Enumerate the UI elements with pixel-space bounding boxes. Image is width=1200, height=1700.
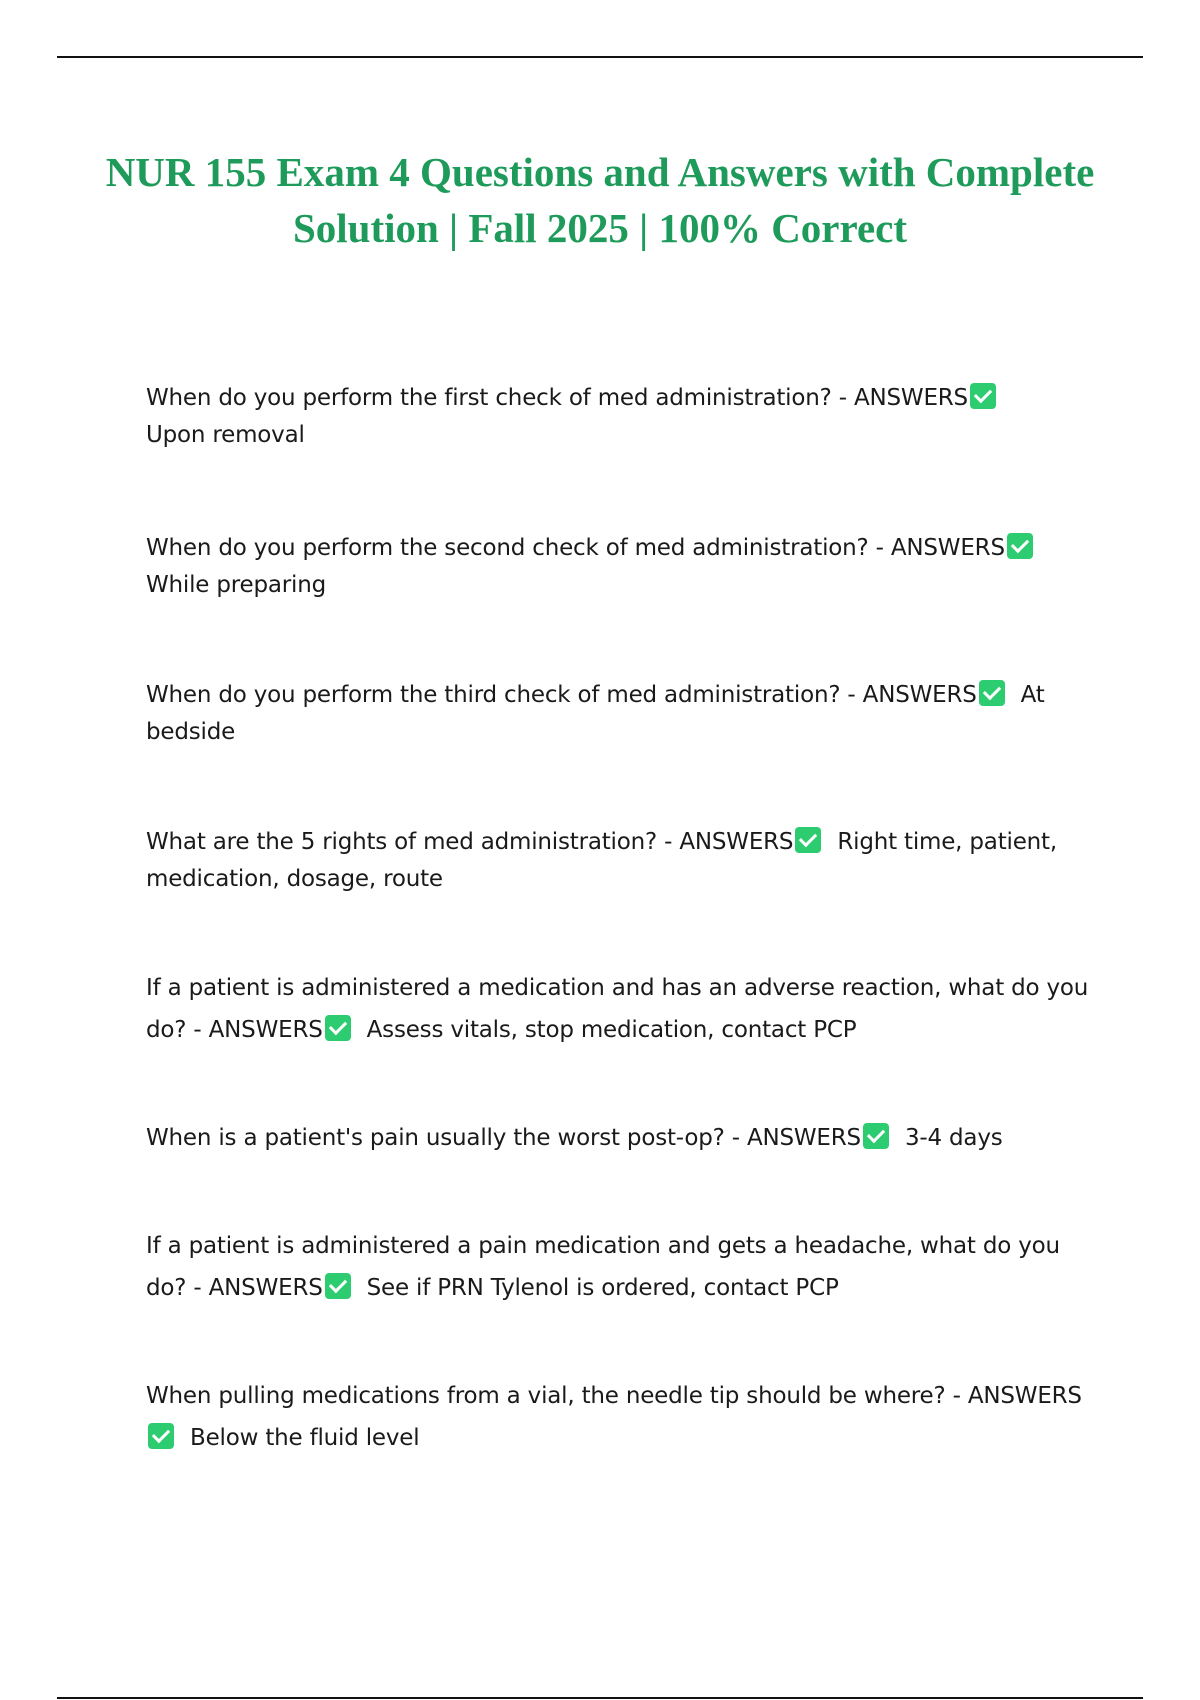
checkmark-icon [795, 827, 821, 853]
top-rule [57, 56, 1143, 58]
question-text: What are the 5 rights of med administration? - [146, 829, 673, 855]
answer-marker: ANSWERS [679, 829, 794, 855]
answer-text: While preparing [146, 572, 326, 598]
answer-text: Below the fluid level [190, 1425, 420, 1451]
question-text: When do you perform the third check of med administration? - [146, 682, 856, 708]
question-text: When do you perform the first check of med administration? - [146, 385, 847, 411]
question-text: If a patient is administered a medication and has an adverse reaction, what do you do? - [146, 975, 1089, 1043]
answer-text: Upon removal [146, 422, 305, 448]
question-text: When do you perform the second check of med administration? - [146, 535, 884, 561]
answer-marker: ANSWERS [890, 535, 1005, 561]
answer-text: See if PRN Tylenol is ordered, contact PCP [366, 1275, 839, 1301]
answer-text: Assess vitals, stop medication, contact PCP [366, 1017, 857, 1043]
checkmark-icon [325, 1015, 351, 1041]
answer-text: 3-4 days [904, 1125, 1003, 1151]
qa-item-8 [146, 1375, 1096, 1459]
answer-marker: ANSWERS [746, 1125, 861, 1151]
checkmark-icon [863, 1123, 889, 1149]
document-title: NUR 155 Exam 4 Questions and Answers with Complete Solution | Fall 2025 | 100% Correct [105, 149, 1095, 251]
qa-item-1 [146, 380, 1096, 454]
qa-item-5 [146, 967, 1096, 1051]
answer-marker: ANSWERS [853, 385, 968, 411]
qa-item-6 [146, 1120, 1096, 1157]
checkmark-icon [1007, 533, 1033, 559]
answer-text: At bedside [146, 682, 1045, 745]
answer-marker: ANSWERS [208, 1017, 323, 1043]
qa-item-3 [146, 677, 1096, 751]
checkmark-icon [979, 680, 1005, 706]
answer-marker: ANSWERS [862, 682, 977, 708]
answer-text: Right time, patient, medication, dosage, route [146, 829, 1057, 892]
answer-marker: ANSWERS [967, 1383, 1082, 1409]
qa-item-2 [146, 530, 1096, 604]
qa-item-7 [146, 1225, 1096, 1309]
checkmark-icon [148, 1423, 174, 1449]
question-text: If a patient is administered a pain medication and gets a headache, what do you do? - [146, 1233, 1060, 1301]
bottom-rule [57, 1697, 1143, 1699]
checkmark-icon [325, 1273, 351, 1299]
answer-marker: ANSWERS [208, 1275, 323, 1301]
qa-item-4 [146, 824, 1096, 898]
checkmark-icon [970, 383, 996, 409]
question-text: When pulling medications from a vial, the needle tip should be where? - [146, 1383, 961, 1409]
question-text: When is a patient's pain usually the worst post-op? - [146, 1125, 740, 1151]
